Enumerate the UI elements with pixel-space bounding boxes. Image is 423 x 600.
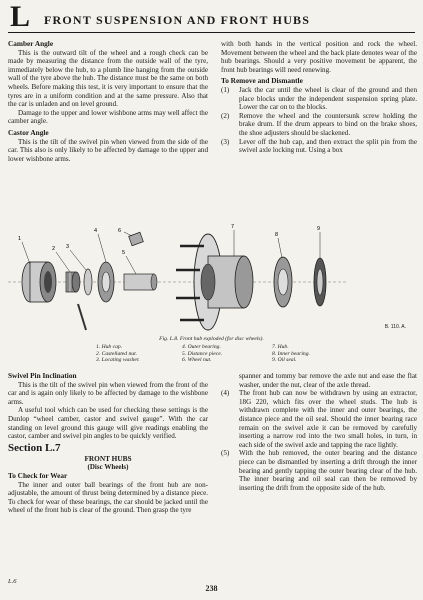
callout-3: 3 [66,244,70,250]
figure-caption: Fig. L.8. Front hub exploded (for disc wheels). [159,336,264,342]
locating-washer-part [84,269,92,295]
hub-part [176,234,253,330]
page-title: FRONT SUSPENSION AND FRONT HUBS [44,13,311,27]
swivel-paragraph-2: A useful tool which can be used for checking these settings is the Dunlop “wheel camber, castor and swivel gauge”. With the car standing on level ground this gauge will give readings enabling the castor, camber and swivel pin angles to be quickly verified. [8,406,208,441]
callout-6: 6 [118,228,122,234]
split-pin-part [78,304,86,330]
hub-check-continued: with both hands in the vertical position and rock the wheel. Movement between the wheel and the back plate denotes wear of the hub bearings. Should a very positive movement be apparent, the front hub bearings will need renewing. [221,40,417,74]
wheel-nut-part [129,232,144,246]
section-heading: Section L.7 [8,441,61,454]
check-wear-paragraph: The inner and outer ball bearings of the front hub are non-adjustable, the amount of thrust being determined by a distance piece. To check for wear of these bearings, the car should be jacked until the wheel of the front hub is clear of the ground. Then grasp the tyre [8,480,208,515]
remove-step: (1) Jack the car until the wheel is clear of the ground and then place blocks under the independent suspension spring plate. Lower the car on to the blocks. [221,85,417,112]
front-hubs-title: FRONT HUBS [84,453,132,463]
swivel-paragraph-1: This is the tilt of the swivel pin when viewed from the front of the car and is again only likely to be affected by damage to the wishbone arms. [8,380,208,406]
right-column-bottom [221,372,417,492]
remove-step: (3) Lever off the hub cap, and then extract the split pin from the swivel axle locking nut. Using a box [221,137,417,155]
legend-item: 2. Castellated nut. [96,350,138,357]
right-column-top [221,40,417,155]
callout-4: 4 [94,228,98,234]
camber-paragraph-1: This is the outward tilt of the wheel and a rough check can be made by measuring the distance from the outside wall of the tyre, immediately below the hub, to a plumb line hanging from the outside wall of the tyre above the hub. The distance must be the same on both wheels. Before making this test, it is very important to ensure that the tyres are in a uniform condition and at the same pressure. Also that the car is unladen and on level ground. [8,48,208,109]
callout-1: 1 [18,236,22,242]
legend-item: 9. Oil seal. [272,357,297,364]
dismantle-steps-list [221,389,417,492]
castor-paragraph-1: This is the tilt of the swivel pin when viewed from the side of the car. This also is only likely to be affected by damage to the upper and lower wishbone arms. [8,137,208,163]
legend-item: 5. Distance piece. [182,350,223,357]
figure-legend-col-2 [182,344,222,364]
castellated-nut-part [66,272,80,292]
page-header [8,0,415,33]
check-wear-heading: To Check for Wear [8,470,68,480]
exploded-hub-illustration [8,212,418,336]
exploded-hub-figure [8,212,418,336]
left-column-bottom [8,372,208,515]
outer-bearing-part [98,262,114,302]
legend-item: 7. Hub. [272,344,289,350]
callout-9: 9 [317,226,321,232]
figure-legend-col-3 [272,344,310,364]
swivel-heading: Swivel Pin Inclination [8,371,77,380]
remove-step: (2) Remove the wheel and the countersunk screw holding the brake drum. If the drum appears to bind on the brake shoes, the shoe adjusters should be slackened. [221,111,417,137]
inner-bearing-part [274,257,292,307]
section-letter: L [10,0,31,33]
dismantle-step: (4) The front hub can now be withdrawn by using an extractor, 18G 220, which fits over the wheel studs. The hub is withdrawn complete with the inner and outer bearings, the distance piece and the oil seal. Should the inner bearing race remain on the swivel axle it can be removed by carefully inserting a narrow rod into the two small holes, in turn, in each side of the swivel axle and tapping the race lightly. [221,389,417,449]
figure-legend-col-1 [96,344,140,364]
oil-seal-part [314,258,326,306]
figure-reference-code: B. 110. A. [384,324,406,330]
page-number: 238 [205,584,218,593]
remove-dismantle-heading: To Remove and Dismantle [221,76,303,86]
hub-cap-part [22,262,56,302]
legend-item: 8. Inner bearing. [272,350,310,357]
legend-item: 1. Hub cap. [96,344,123,350]
callout-7: 7 [231,224,235,230]
dismantle-step: (5) With the hub removed, the outer bearing and the distance piece can be dismantled by inserting a drift through the inner bearing and gently tapping the outer bearing clear of the hub. The inner bearing and oil seal can then be removed by inserting the drift from the opposite side of the hub. [221,449,417,492]
castor-heading: Castor Angle [8,127,49,137]
legend-item: 4. Outer bearing. [182,344,221,350]
camber-paragraph-2: Damage to the upper and lower wishbone arms may well affect the camber angle. [8,108,208,126]
callout-8: 8 [275,232,279,238]
front-hubs-subtitle: (Disc Wheels) [87,463,129,472]
legend-item: 3. Locating washer. [96,357,140,364]
camber-heading: Camber Angle [8,39,54,48]
legend-item: 6. Wheel nut. [182,357,212,364]
remove-steps-list [221,86,417,155]
left-column-top [8,40,208,163]
distance-piece-part [124,274,157,290]
callout-2: 2 [52,246,56,252]
callout-5: 5 [122,250,126,256]
step-3-continued: spanner and tommy bar remove the axle nut and ease the flat washer, under the nut, clear of the axle thread. [239,372,417,389]
footer-section-ref: L.6 [8,578,17,585]
